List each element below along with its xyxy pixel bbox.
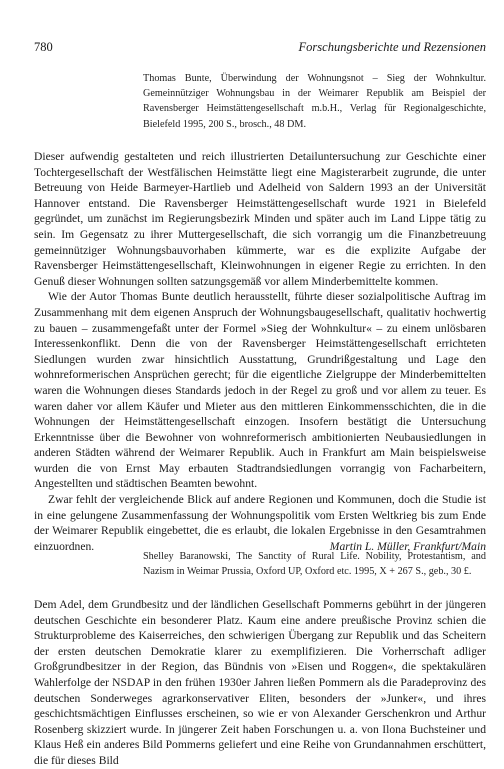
review-1-paragraph-3 xyxy=(34,492,486,554)
review-1-paragraph-3-text: Zwar fehlt der vergleichende Blick auf andere Regionen und Kommunen, doch die Studie ist in eine gelungene Zusammenfassung der Wohnungspolitik vom Ersten Weltkrieg bis zum Ende der Weimarer Republik eingebettet, die es erlaubt, die lokalen Ergebnisse in den Gesamtrahmen einzuordnen. xyxy=(34,493,486,553)
page-number: 780 xyxy=(34,40,53,54)
review-2-body xyxy=(34,597,486,769)
running-title: Forschungsberichte und Rezensionen xyxy=(298,40,486,54)
review-1-paragraph-1: Dieser aufwendig gestalteten und reich illustrierten Detailuntersuchung zur Geschichte einer Tochtergesellschaft der Westfälischen Heimstätte liegt eine Magisterarbeit zugrunde, die unter Betreuung von Heide Barmeyer-Hartlieb und Adelheid von Saldern 1993 an der Universität Hannover entstand. Die Ravensberger Heimstättengesellschaft wurde 1921 in Bielefeld gegründet, um zunächst im Regierungsbezirk Minden und später auch im Land Lippe tätig zu sein. Im Gegensatz zu ihrer Muttergesellschaft, die sich vorrangig um die Finanzbetreuung gemeinnütziger Wohnungsbauvorhaben kümmerte, war es die explizite Aufgabe der Ravensberger Heimstättengesellschaft, Kleinwohnungen in eigener Regie zu errichten. In den Genuß dieser Wohnungen sollten satzungsgemäß vor allem Minderbemittelte kommen. xyxy=(34,150,486,288)
review-1-signature: Martin L. Müller, Frankfurt/Main xyxy=(329,539,486,553)
page-header xyxy=(34,40,486,56)
review-2-reference: Shelley Baranowski, The Sanctity of Rural Life. Nobility, Protestantism, and Nazism in Weimar Prussia, Oxford UP, Oxford etc. 1995, X + 267 S., geb., 30 £. xyxy=(143,551,486,578)
review-1-reference: Thomas Bunte, Überwindung der Wohnungsnot – Sieg der Wohnkultur. Gemeinnütziger Wohnungsbau in der Weimarer Republik am Beispiel der Ravensberger Heimstättengesellschaft m.b.H., Verlag für Regionalgeschichte, Bielefeld 1995, 200 S., brosch., 48 DM. xyxy=(143,73,486,130)
review-1-paragraph-2: Wie der Autor Thomas Bunte deutlich herausstellt, führte dieser sozialpolitische Auftrag im Zusammenhang mit dem eigenen Anspruch der Wohnungsbaugesellschaft, qualitativ hochwertig zu bauen – zusammengefaßt unter der Formel »Sieg der Wohnkultur« – zu einem unlösbaren Interessenkonflikt. Denn die von der Ravensberger Heimstättengesellschaft errichteten Siedlungen wurden zwar hinsichtlich Ausstattung, Grundrißgestaltung und Lage den wohnreformerischen Ansprüchen gerecht; für die eigentliche Zielgruppe der Minderbemittelten waren die Wohnungen dieses Standards jedoch in der Regel zu groß und vor allem zu teuer. Es waren daher vor allem Käufer und Mieter aus den mittleren Einkommensschichten, die in die Wohnungen der Heimstättengesellschaft einzogen. Insofern bestätigt die Untersuchung Erkenntnisse über die Bewohner von wohnreformerisch ambitionierten Neubausiedlungen in anderen Städten während der Weimarer Republik. Auch in Frankfurt am Main beispielsweise wurden die von Ernst May erbauten Stadtrandsiedlungen vorrangig von Facharbeitern, Angestellten und städtischen Beamten bewohnt. xyxy=(34,290,486,491)
review-2-paragraph-1: Dem Adel, dem Grundbesitz und der ländlichen Gesellschaft Pommerns gebührt in der jüngeren deutschen Geschichte ein besonderer Platz. Kaum eine andere preußische Provinz schien die Strukturprobleme des Kaiserreiches, den schwierigen Übergang zur Republik und das Scheitern der ersten deutschen Demokratie klarer zu exemplifizieren. Die Vorherrschaft adliger Großgrundbesitzer in der Region, das Bündnis von »Eisen und Roggen«, die spektakulären Wahlerfolge der NSDAP in den frühen 1930er Jahren ließen Pommern als die Paradeprovinz des deutschen Sonderweges agrarkonservativer Eliten, besonders der »Junker«, und ihres geschichtsmächtigen Einflusses erscheinen, so wie er von Alexander Gerschenkron und Arthur Rosenberg skizziert wurde. In jüngerer Zeit haben Forschungen u. a. von Ilona Buchsteiner und Klaus Heß ein anderes Bild Pommerns geliefert und eine Reihe von Grundannahmen erschüttert, die für dieses Bild xyxy=(34,598,486,767)
review-1-body xyxy=(34,149,486,554)
